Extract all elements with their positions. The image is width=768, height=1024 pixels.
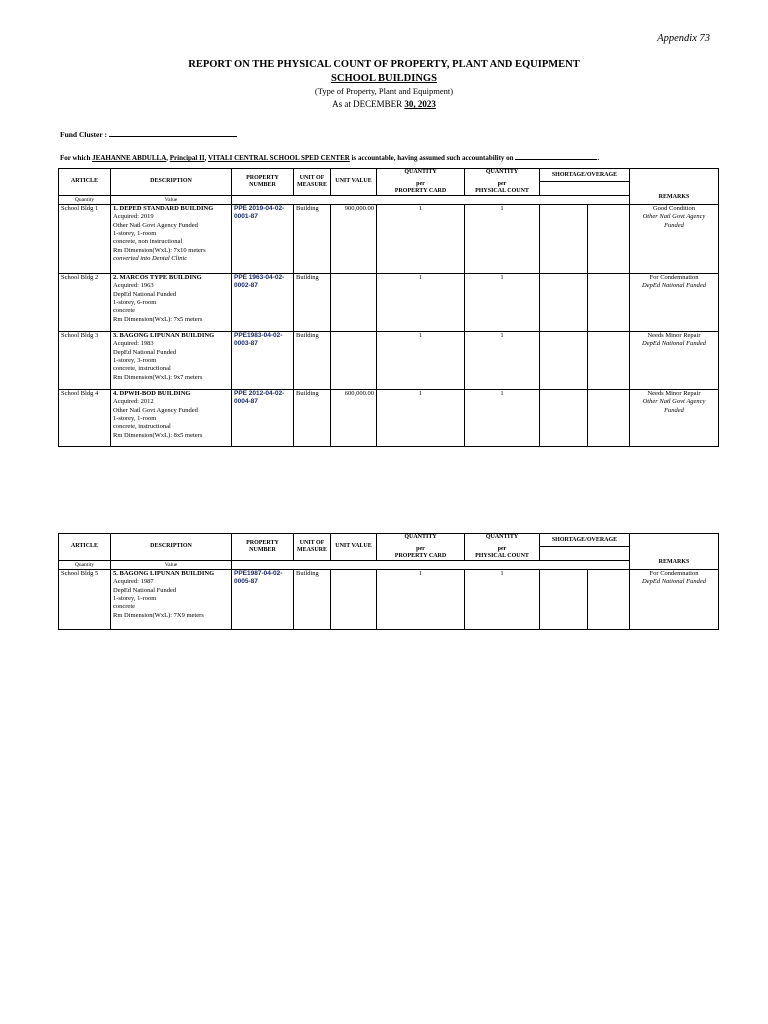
header-property-number: PROPERTY NUMBER [232, 534, 294, 561]
header-qty-count-per: per [497, 180, 507, 187]
header-qty-count-bottom: PHYSICAL COUNT [475, 552, 529, 559]
unit-of-measure-cell: Building [294, 204, 331, 273]
article-cell: School Bldg 2 [59, 273, 111, 331]
header-unit-value: UNIT VALUE [331, 169, 377, 196]
accountable-officer-name: JEAHANNE ABDULLA [92, 154, 167, 162]
description-line: concrete [113, 603, 136, 611]
header-shortage-value: Value [111, 195, 232, 204]
remarks-status: Needs Minor Repair [647, 331, 701, 339]
description-line: DepEd National Funded [113, 586, 177, 594]
accountability-date-blank [515, 152, 600, 162]
qty-property-card-cell: 1 [377, 331, 465, 389]
table-row [59, 273, 719, 331]
unit-of-measure-cell: Building [294, 569, 331, 629]
acc-text-4: is accountable, having assumed such accountability on [349, 154, 516, 162]
shortage-value-cell [588, 204, 630, 273]
remarks-funding: DepEd National Funded [642, 340, 706, 348]
header-qty-count-top: QUANTITY [485, 534, 519, 540]
table-row [59, 331, 719, 389]
header-qty-card-bottom: PROPERTY CARD [394, 552, 447, 559]
description-line: concrete, instructional [113, 365, 171, 373]
building-name: 2. MARCOS TYPE BUILDING [113, 273, 202, 281]
description-line: 1-storey, 1-room [113, 414, 157, 422]
description-line: Acquired: 1963 [113, 282, 154, 290]
qty-physical-count-cell: 1 [465, 569, 540, 629]
header-unit-of-measure: UNIT OF MEASURE [294, 169, 331, 196]
building-name: 1. DEPED STANDARD BUILDING [113, 204, 214, 212]
header-qty-count-bottom: PHYSICAL COUNT [475, 187, 529, 194]
description-line: 1-storey, 3-room [113, 356, 157, 364]
qty-physical-count-cell: 1 [465, 331, 540, 389]
header-shortage-quantity: Quantity [59, 560, 111, 569]
report-subtitle: SCHOOL BUILDINGS [331, 73, 437, 84]
description-line: Acquired: 1987 [113, 578, 154, 586]
acc-text-5: . [597, 154, 600, 162]
ppe-count-table-1 [58, 168, 719, 447]
qty-property-card-cell: 1 [377, 389, 465, 446]
shortage-quantity-cell [540, 331, 588, 389]
qty-physical-count-cell: 1 [465, 389, 540, 446]
header-article: ARTICLE [59, 169, 111, 196]
description-line: Other Natl Govt Agency Funded [113, 221, 198, 229]
qty-physical-count-cell: 1 [465, 204, 540, 273]
property-number-cell: PPE1983-04-02-0003-87 [232, 331, 294, 389]
qty-physical-count-cell: 1 [465, 273, 540, 331]
header-description: DESCRIPTION [111, 169, 232, 196]
header-shortage-blank [540, 182, 630, 195]
remarks-cell [630, 331, 719, 389]
shortage-quantity-cell [540, 389, 588, 446]
remarks-cell [630, 569, 719, 629]
description-line: Acquired: 2012 [113, 398, 154, 406]
description-line: Rm Dimension(WxL): 9x7 meters [113, 373, 203, 381]
description-line: Acquired: 2019 [113, 213, 154, 221]
unit-of-measure-cell: Building [294, 273, 331, 331]
property-number-cell: PPE 2019-04-02-0001-87 [232, 204, 294, 273]
table-row [59, 569, 719, 629]
header-qty-card-per: per [416, 545, 425, 552]
building-name: 4. DPWH-BOD BUILDING [113, 389, 191, 397]
building-name: 5. BAGONG LIPUNAN BUILDING [113, 569, 215, 577]
acc-text-1: For which [60, 154, 93, 162]
remarks-cell [630, 389, 719, 446]
article-cell: School Bldg 4 [59, 389, 111, 446]
ppe-count-table-2 [58, 533, 719, 630]
remarks-cell [630, 273, 719, 331]
article-cell: School Bldg 3 [59, 331, 111, 389]
shortage-value-cell [588, 569, 630, 629]
header-remarks: REMARKS [630, 534, 719, 570]
remarks-funding: DepEd National Funded [642, 578, 706, 586]
appendix-label: Appendix 73 [657, 33, 710, 44]
unit-value-cell [331, 569, 377, 629]
fund-cluster-label: Fund Cluster : [60, 130, 107, 139]
header-unit-value: UNIT VALUE [331, 534, 377, 561]
description-line: Rm Dimension(WxL): 7x5 meters [113, 315, 203, 323]
header-qty-physical-count [465, 534, 540, 561]
header-qty-physical-count [465, 169, 540, 196]
accountable-officer-position: Principal II [169, 154, 205, 162]
as-at-date [0, 99, 768, 109]
header-description: DESCRIPTION [111, 534, 232, 561]
description-cell [111, 273, 232, 331]
description-line: 1-storey, 6-room [113, 298, 157, 306]
description-line: Rm Dimension(WxL): 7X9 meters [113, 611, 204, 619]
report-title: REPORT ON THE PHYSICAL COUNT OF PROPERTY, PLANT AND EQUIPMENT [188, 59, 580, 70]
header-qty-count-per: per [497, 545, 507, 552]
description-cell [111, 331, 232, 389]
description-cell [111, 204, 232, 273]
fund-cluster [60, 128, 237, 139]
description-cell [111, 389, 232, 446]
description-note: converted into Dental Clinic [113, 255, 188, 263]
acc-text-3: , [204, 154, 208, 162]
unit-of-measure-cell: Building [294, 331, 331, 389]
header-qty-count-top: QUANTITY [485, 169, 519, 175]
description-line: DepEd National Funded [113, 348, 177, 356]
type-of-ppe-line: (Type of Property, Plant and Equipment) [314, 86, 454, 96]
header-shortage-blank [540, 547, 630, 560]
description-line: DepEd National Funded [113, 290, 177, 298]
shortage-quantity-cell [540, 204, 588, 273]
unit-value-cell [331, 331, 377, 389]
acc-text-2: , [166, 154, 170, 162]
description-line: Rm Dimension(WxL): 7x10 meters [113, 246, 206, 254]
property-number-cell: PPE1987-04-02-0005-87 [232, 569, 294, 629]
header-qty-card-per: per [416, 180, 425, 187]
remarks-funding: Other Natl Govt Agency Funded [642, 213, 706, 229]
description-line: concrete, instructional [113, 423, 171, 431]
remarks-status: For Condemnation [649, 273, 699, 281]
header-article: ARTICLE [59, 534, 111, 561]
table-row [59, 389, 719, 446]
remarks-cell [630, 204, 719, 273]
remarks-funding: DepEd National Funded [642, 282, 706, 290]
remarks-status: Good Condition [652, 204, 696, 212]
as-at-prefix: As at DECEMBER [332, 99, 405, 109]
header-qty-property-card [377, 169, 465, 196]
qty-property-card-cell: 1 [377, 273, 465, 331]
remarks-status: For Condemnation [649, 569, 699, 577]
header-property-number: PROPERTY NUMBER [232, 169, 294, 196]
header-qty-card-bottom: PROPERTY CARD [394, 187, 447, 194]
article-cell: School Bldg 1 [59, 204, 111, 273]
header-qty-card-top: QUANTITY [404, 534, 437, 540]
accountability-statement [60, 152, 599, 162]
header-qty-property-card [377, 534, 465, 561]
remarks-status: Needs Minor Repair [647, 389, 701, 397]
header-unit-of-measure: UNIT OF MEASURE [294, 534, 331, 561]
unit-of-measure-cell: Building [294, 389, 331, 446]
remarks-funding: Other Natl Govt Agency Funded [642, 398, 706, 414]
description-cell [111, 569, 232, 629]
unit-value-cell [331, 273, 377, 331]
description-line: concrete, non instructional [113, 238, 183, 246]
description-line: 1-storey, 1-room [113, 229, 157, 237]
description-line: 1-storey, 1-room [113, 594, 157, 602]
shortage-value-cell [588, 331, 630, 389]
header-shortage-overage: SHORTAGE/OVERAGE [540, 534, 630, 547]
shortage-value-cell [588, 389, 630, 446]
qty-property-card-cell: 1 [377, 204, 465, 273]
header-shortage-quantity: Quantity [59, 195, 111, 204]
table-row [59, 204, 719, 273]
building-name: 3. BAGONG LIPUNAN BUILDING [113, 331, 215, 339]
header-shortage-value: Value [111, 560, 232, 569]
unit-value-cell: 600,000.00 [331, 389, 377, 446]
unit-value-cell: 900,000.00 [331, 204, 377, 273]
property-number-cell: PPE 2012-04-02-0004-87 [232, 389, 294, 446]
property-number-cell: PPE 1963-04-02-0002-87 [232, 273, 294, 331]
shortage-quantity-cell [540, 273, 588, 331]
description-line: concrete [113, 307, 136, 315]
header-qty-card-top: QUANTITY [404, 169, 437, 175]
article-cell: School Bldg 5 [59, 569, 111, 629]
qty-property-card-cell: 1 [377, 569, 465, 629]
description-line: Acquired: 1983 [113, 340, 154, 348]
header-remarks: REMARKS [630, 169, 719, 205]
header-shortage-overage: SHORTAGE/OVERAGE [540, 169, 630, 182]
as-at-day-year: 30, 2023 [404, 99, 436, 109]
shortage-value-cell [588, 273, 630, 331]
shortage-quantity-cell [540, 569, 588, 629]
fund-cluster-blank [109, 128, 237, 137]
school-name: VITALI CENTRAL SCHOOL SPED CENTER [207, 154, 350, 162]
description-line: Rm Dimension(WxL): 8x5 meters [113, 431, 203, 439]
description-line: Other Natl Govt Agency Funded [113, 406, 198, 414]
